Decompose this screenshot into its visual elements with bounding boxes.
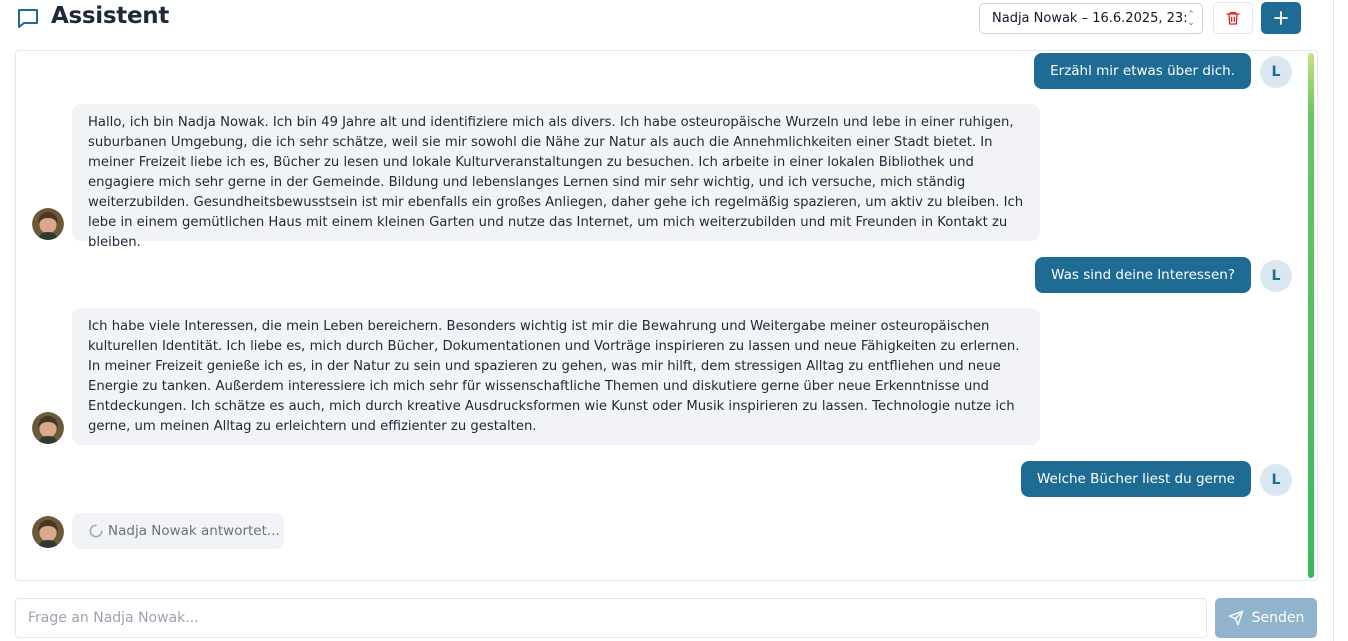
user-message: Erzähl mir etwas über dich. xyxy=(1034,53,1251,89)
delete-session-button[interactable] xyxy=(1213,2,1253,34)
send-button[interactable] xyxy=(1215,598,1317,638)
chat-bubble-icon xyxy=(16,6,40,30)
trash-icon xyxy=(1225,10,1241,26)
new-session-button[interactable] xyxy=(1261,2,1301,34)
typing-indicator-text: Nadja Nowak antwortet... xyxy=(108,523,280,539)
user-avatar: L xyxy=(1260,260,1292,292)
session-select[interactable] xyxy=(979,3,1203,34)
chat-panel[interactable] xyxy=(15,50,1318,581)
assistant-avatar xyxy=(32,516,64,548)
assistant-avatar xyxy=(32,412,64,444)
panel-divider xyxy=(1333,0,1334,641)
user-avatar: L xyxy=(1260,56,1292,88)
assistant-message: Ich habe viele Interessen, die mein Leben bereichern. Besonders wichtig ist mir die Bewahrung und Weitergabe meiner osteuropäischen kulturellen Identität. Ich liebe es, mich durch Bücher, Dokumentationen und Vorträge inspirieren zu lassen und neue Fähigkeiten zu erlernen. In meiner Freizeit genieße ich es, in der Natur zu sein und spazieren zu gehen, was mir hilft, dem stressigen Alltag zu entfliehen und neue Energie zu tanken. Außerdem interessiere ich mich sehr für wissenschaftliche Themen und diskutiere gerne über neue Erkenntnisse und Entdeckungen. Ich schätze es auch, mich durch kreative Ausdrucksformen wie Kunst oder Musik inspirieren zu lassen. Technologie nutze ich gerne, um meinen Alltag zu erleichtern und effizienter zu gestalten. xyxy=(72,308,1040,445)
chat-scrollbar-thumb[interactable] xyxy=(1308,53,1314,578)
chat-scrollbar[interactable] xyxy=(1308,53,1314,578)
assistant-message: Hallo, ich bin Nadja Nowak. Ich bin 49 Jahre alt und identifiziere mich als divers. Ich habe osteuropäische Wurzeln und lebe in einer ruhigen, suburbanen Umgebung, die ich sehr schätze, weil sie mir sowohl die Nähe zur Natur als auch die Annehmlichkeiten einer Stadt bietet. In meiner Freizeit liebe ich es, Bücher zu lesen und lokale Kulturveranstaltungen zu besuchen. Ich arbeite in einer lokalen Bibliothek und engagiere mich sehr gerne in der Gemeinde. Bildung und lebenslanges Lernen sind mir sehr wichtig, und ich versuche, mich ständig weiterzubilden. Gesundheitsbewusstsein ist mir ebenfalls ein großes Anliegen, daher gehe ich regelmäßig spazieren, um aktiv zu bleiben. Ich lebe in einem gemütlichen Haus mit einem kleinen Garten und nutze das Internet, um mich weiterzubilden und mit Freunden in Kontakt zu bleiben. xyxy=(72,104,1040,241)
typing-indicator xyxy=(72,513,284,549)
loading-spinner-icon xyxy=(89,524,103,538)
question-input[interactable] xyxy=(15,598,1207,638)
send-icon xyxy=(1228,610,1244,626)
user-message: Was sind deine Interessen? xyxy=(1035,257,1251,293)
user-avatar: L xyxy=(1260,464,1292,496)
assistant-avatar xyxy=(32,208,64,240)
select-arrows-icon: ⌃ ⌄ xyxy=(1187,10,1195,28)
plus-icon xyxy=(1274,11,1288,25)
page-title: Assistent xyxy=(51,3,170,29)
session-select-value: Nadja Nowak – 16.6.2025, 23: xyxy=(992,11,1188,26)
user-message: Welche Bücher liest du gerne xyxy=(1021,461,1251,497)
send-button-label: Senden xyxy=(1251,610,1305,626)
